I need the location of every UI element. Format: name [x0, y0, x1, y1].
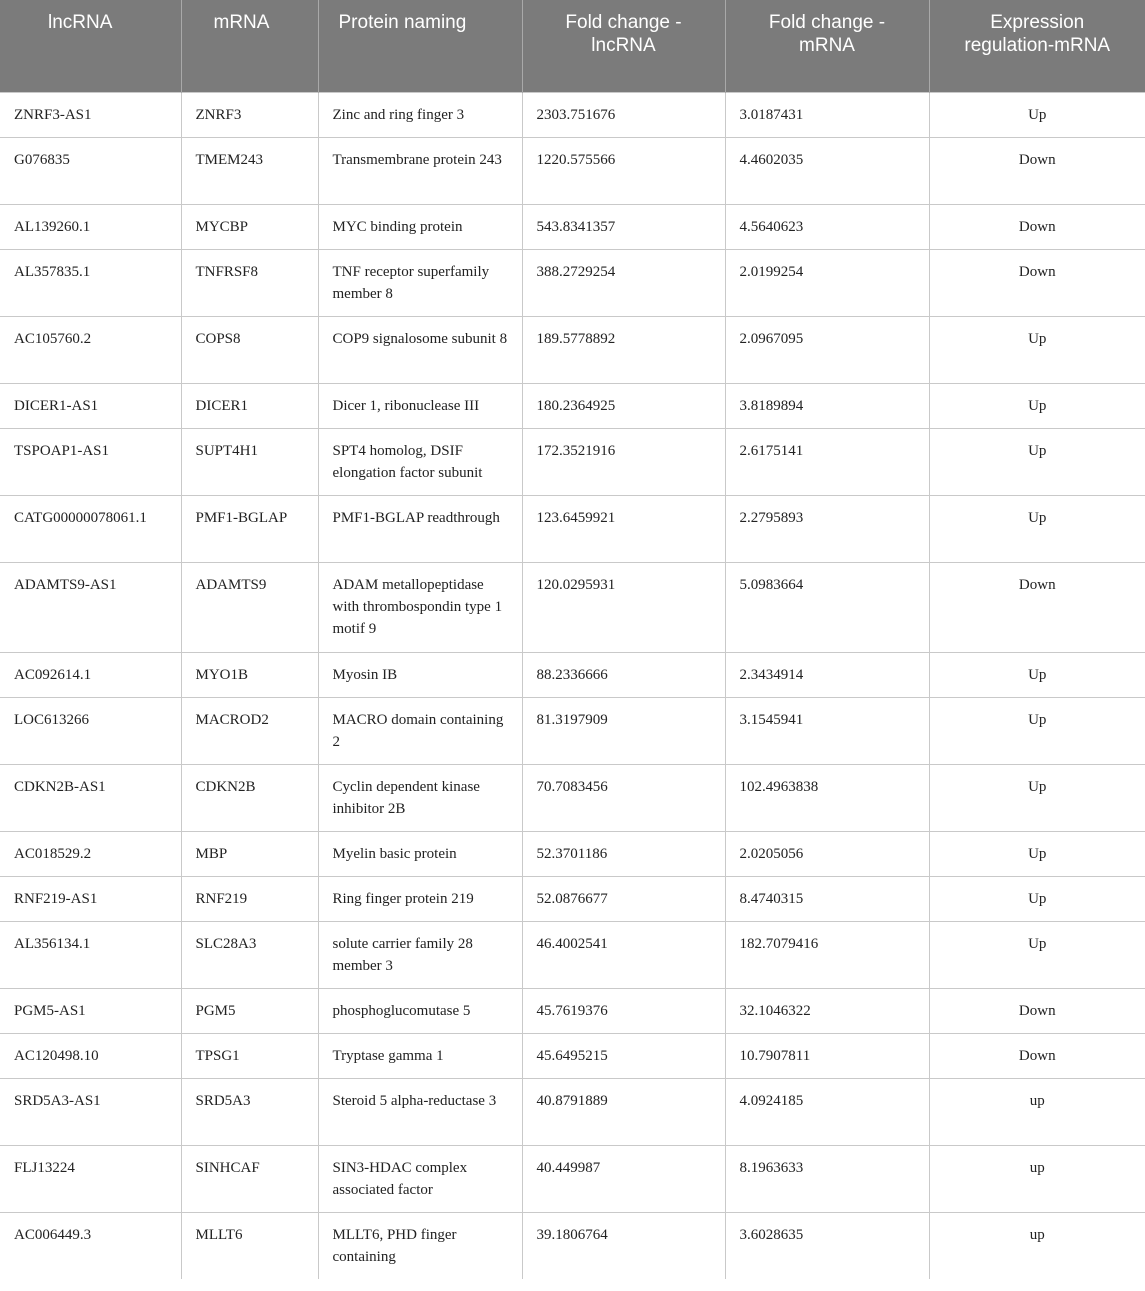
cell-fold-change-mrna: 4.4602035	[725, 137, 929, 204]
cell-fold-change-lncrna: 2303.751676	[522, 92, 725, 137]
table-row	[0, 652, 1145, 697]
cell-lncrna: AC018529.2	[0, 831, 181, 876]
table-row	[0, 921, 1145, 988]
table-row	[0, 697, 1145, 764]
table-row	[0, 1145, 1145, 1212]
cell-lncrna: DICER1-AS1	[0, 383, 181, 428]
cell-lncrna: AL356134.1	[0, 921, 181, 988]
cell-mrna: MACROD2	[181, 697, 318, 764]
cell-protein-naming: ADAM metallopeptidase with thrombospondin type 1 motif 9	[318, 562, 522, 652]
cell-mrna: ADAMTS9	[181, 562, 318, 652]
cell-protein-naming: TNF receptor superfamily member 8	[318, 249, 522, 316]
cell-lncrna: FLJ13224	[0, 1145, 181, 1212]
cell-fold-change-lncrna: 120.0295931	[522, 562, 725, 652]
cell-protein-naming: MLLT6, PHD finger containing	[318, 1212, 522, 1279]
header-fold-change-mrna: Fold change - mRNA	[725, 0, 929, 92]
cell-mrna: DICER1	[181, 383, 318, 428]
cell-lncrna: LOC613266	[0, 697, 181, 764]
cell-fold-change-mrna: 2.0205056	[725, 831, 929, 876]
cell-expression-regulation: Up	[929, 495, 1145, 562]
header-lncrna: lncRNA	[0, 0, 181, 92]
cell-protein-naming: COP9 signalosome subunit 8	[318, 316, 522, 383]
cell-mrna: TNFRSF8	[181, 249, 318, 316]
cell-fold-change-lncrna: 45.7619376	[522, 988, 725, 1033]
cell-fold-change-lncrna: 1220.575566	[522, 137, 725, 204]
cell-expression-regulation: Down	[929, 562, 1145, 652]
cell-fold-change-mrna: 5.0983664	[725, 562, 929, 652]
cell-expression-regulation: Up	[929, 831, 1145, 876]
cell-mrna: COPS8	[181, 316, 318, 383]
cell-mrna: TMEM243	[181, 137, 318, 204]
cell-lncrna: ADAMTS9-AS1	[0, 562, 181, 652]
cell-mrna: PMF1-BGLAP	[181, 495, 318, 562]
cell-lncrna: G076835	[0, 137, 181, 204]
cell-protein-naming: Ring finger protein 219	[318, 876, 522, 921]
cell-mrna: SINHCAF	[181, 1145, 318, 1212]
cell-mrna: TPSG1	[181, 1033, 318, 1078]
cell-fold-change-lncrna: 388.2729254	[522, 249, 725, 316]
cell-fold-change-lncrna: 40.449987	[522, 1145, 725, 1212]
table-row	[0, 495, 1145, 562]
cell-protein-naming: SPT4 homolog, DSIF elongation factor subunit	[318, 428, 522, 495]
cell-fold-change-mrna: 8.1963633	[725, 1145, 929, 1212]
cell-protein-naming: Transmembrane protein 243	[318, 137, 522, 204]
cell-protein-naming: Dicer 1, ribonuclease III	[318, 383, 522, 428]
table-row	[0, 1033, 1145, 1078]
table-row	[0, 204, 1145, 249]
cell-expression-regulation: Up	[929, 316, 1145, 383]
cell-fold-change-mrna: 182.7079416	[725, 921, 929, 988]
cell-lncrna: ZNRF3-AS1	[0, 92, 181, 137]
cell-expression-regulation: Up	[929, 652, 1145, 697]
cell-protein-naming: Zinc and ring finger 3	[318, 92, 522, 137]
cell-expression-regulation: up	[929, 1212, 1145, 1279]
cell-lncrna: AL357835.1	[0, 249, 181, 316]
header-mrna: mRNA	[181, 0, 318, 92]
header-fold-change-lncrna: Fold change -lncRNA	[522, 0, 725, 92]
cell-fold-change-mrna: 4.5640623	[725, 204, 929, 249]
cell-mrna: CDKN2B	[181, 764, 318, 831]
table-row	[0, 831, 1145, 876]
cell-mrna: ZNRF3	[181, 92, 318, 137]
cell-protein-naming: Myosin IB	[318, 652, 522, 697]
cell-fold-change-lncrna: 180.2364925	[522, 383, 725, 428]
table-row	[0, 249, 1145, 316]
header-row	[0, 0, 1145, 92]
cell-fold-change-lncrna: 39.1806764	[522, 1212, 725, 1279]
cell-mrna: MYCBP	[181, 204, 318, 249]
table-row	[0, 876, 1145, 921]
table-row	[0, 137, 1145, 204]
cell-expression-regulation: Down	[929, 1033, 1145, 1078]
cell-fold-change-mrna: 8.4740315	[725, 876, 929, 921]
cell-fold-change-lncrna: 543.8341357	[522, 204, 725, 249]
cell-expression-regulation: up	[929, 1078, 1145, 1145]
cell-fold-change-lncrna: 52.0876677	[522, 876, 725, 921]
cell-expression-regulation: Down	[929, 988, 1145, 1033]
cell-fold-change-lncrna: 189.5778892	[522, 316, 725, 383]
cell-lncrna: AL139260.1	[0, 204, 181, 249]
cell-expression-regulation: up	[929, 1145, 1145, 1212]
table-row	[0, 92, 1145, 137]
cell-lncrna: CDKN2B-AS1	[0, 764, 181, 831]
cell-protein-naming: solute carrier family 28 member 3	[318, 921, 522, 988]
cell-fold-change-mrna: 2.3434914	[725, 652, 929, 697]
cell-fold-change-lncrna: 172.3521916	[522, 428, 725, 495]
cell-expression-regulation: Down	[929, 137, 1145, 204]
cell-fold-change-lncrna: 123.6459921	[522, 495, 725, 562]
cell-expression-regulation: Up	[929, 428, 1145, 495]
cell-protein-naming: MACRO domain containing 2	[318, 697, 522, 764]
table-row	[0, 988, 1145, 1033]
cell-protein-naming: Myelin basic protein	[318, 831, 522, 876]
cell-expression-regulation: Down	[929, 249, 1145, 316]
cell-protein-naming: phosphoglucomutase 5	[318, 988, 522, 1033]
table-row	[0, 1212, 1145, 1279]
cell-lncrna: AC092614.1	[0, 652, 181, 697]
table-row	[0, 1078, 1145, 1145]
cell-fold-change-lncrna: 81.3197909	[522, 697, 725, 764]
cell-mrna: MBP	[181, 831, 318, 876]
cell-fold-change-mrna: 3.8189894	[725, 383, 929, 428]
cell-fold-change-mrna: 3.1545941	[725, 697, 929, 764]
cell-lncrna: AC006449.3	[0, 1212, 181, 1279]
cell-mrna: RNF219	[181, 876, 318, 921]
table-row	[0, 764, 1145, 831]
cell-fold-change-mrna: 2.6175141	[725, 428, 929, 495]
cell-lncrna: AC105760.2	[0, 316, 181, 383]
cell-fold-change-lncrna: 46.4002541	[522, 921, 725, 988]
cell-fold-change-mrna: 32.1046322	[725, 988, 929, 1033]
cell-fold-change-mrna: 2.0199254	[725, 249, 929, 316]
cell-lncrna: PGM5-AS1	[0, 988, 181, 1033]
cell-lncrna: AC120498.10	[0, 1033, 181, 1078]
cell-mrna: SUPT4H1	[181, 428, 318, 495]
cell-expression-regulation: Up	[929, 876, 1145, 921]
cell-protein-naming: PMF1-BGLAP readthrough	[318, 495, 522, 562]
cell-expression-regulation: Up	[929, 921, 1145, 988]
cell-mrna: MLLT6	[181, 1212, 318, 1279]
table-row	[0, 383, 1145, 428]
cell-lncrna: SRD5A3-AS1	[0, 1078, 181, 1145]
cell-lncrna: TSPOAP1-AS1	[0, 428, 181, 495]
table-row	[0, 316, 1145, 383]
cell-lncrna: CATG00000078061.1	[0, 495, 181, 562]
table-row	[0, 562, 1145, 652]
header-protein-naming: Protein naming	[318, 0, 522, 92]
cell-expression-regulation: Up	[929, 92, 1145, 137]
cell-fold-change-mrna: 102.4963838	[725, 764, 929, 831]
cell-fold-change-lncrna: 70.7083456	[522, 764, 725, 831]
cell-fold-change-lncrna: 88.2336666	[522, 652, 725, 697]
cell-mrna: PGM5	[181, 988, 318, 1033]
cell-expression-regulation: Up	[929, 383, 1145, 428]
cell-expression-regulation: Up	[929, 764, 1145, 831]
cell-mrna: SRD5A3	[181, 1078, 318, 1145]
cell-protein-naming: SIN3-HDAC complex associated factor	[318, 1145, 522, 1212]
header-expression-regulation: Expression regulation-mRNA	[929, 0, 1145, 92]
cell-lncrna: RNF219-AS1	[0, 876, 181, 921]
cell-protein-naming: Steroid 5 alpha-reductase 3	[318, 1078, 522, 1145]
cell-protein-naming: Cyclin dependent kinase inhibitor 2B	[318, 764, 522, 831]
cell-fold-change-mrna: 4.0924185	[725, 1078, 929, 1145]
cell-protein-naming: MYC binding protein	[318, 204, 522, 249]
cell-fold-change-mrna: 10.7907811	[725, 1033, 929, 1078]
cell-fold-change-lncrna: 45.6495215	[522, 1033, 725, 1078]
cell-mrna: SLC28A3	[181, 921, 318, 988]
cell-fold-change-mrna: 2.2795893	[725, 495, 929, 562]
table-row	[0, 428, 1145, 495]
cell-protein-naming: Tryptase gamma 1	[318, 1033, 522, 1078]
cell-expression-regulation: Up	[929, 697, 1145, 764]
cell-fold-change-mrna: 3.6028635	[725, 1212, 929, 1279]
cell-mrna: MYO1B	[181, 652, 318, 697]
cell-fold-change-mrna: 3.0187431	[725, 92, 929, 137]
cell-fold-change-lncrna: 52.3701186	[522, 831, 725, 876]
cell-fold-change-mrna: 2.0967095	[725, 316, 929, 383]
cell-expression-regulation: Down	[929, 204, 1145, 249]
cell-fold-change-lncrna: 40.8791889	[522, 1078, 725, 1145]
